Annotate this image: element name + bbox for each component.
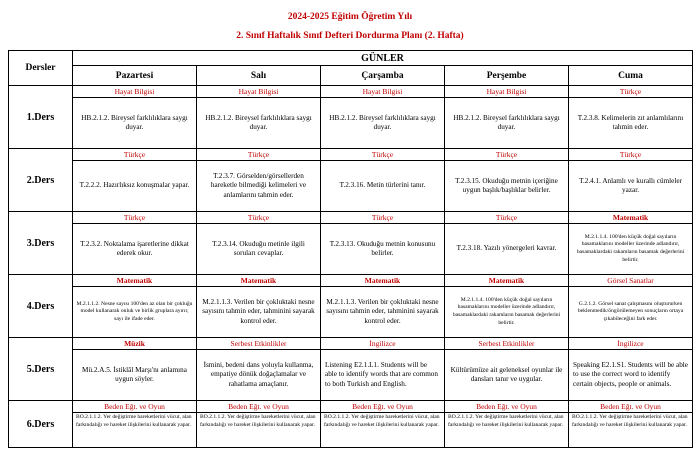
lesson-cell bbox=[197, 212, 321, 275]
lesson-objective: T.2.3.8. Kelimelerin zıt anlamlılarını tahmin eder. bbox=[577, 113, 684, 131]
document-title: 2024-2025 Eğitim Öğretim Yılı bbox=[287, 12, 413, 22]
lesson-cell bbox=[321, 86, 445, 149]
subject-name: Hayat Bilgisi bbox=[445, 86, 568, 98]
lesson-cell bbox=[73, 275, 197, 338]
lesson-cell bbox=[445, 149, 569, 212]
lesson-cell bbox=[321, 149, 445, 212]
lesson-cell bbox=[73, 86, 197, 149]
gunler-header: GÜNLER bbox=[73, 51, 693, 66]
period-label: 3.Ders bbox=[9, 212, 73, 275]
table-row bbox=[9, 338, 693, 401]
lesson-cell bbox=[321, 338, 445, 401]
lesson-objective: G.2.1.2. Görsel sanat çalışmasını oluştururken beklenmedik/öngörülemeyen sonuçların ortaya çıkabileceğini fark eder. bbox=[577, 300, 684, 322]
lesson-objective: BO.2.1.1.2. Yer değiştirme hareketlerini vücut, alan farkındalığı ve hareket ilişkilerini kullanarak yapar. bbox=[448, 414, 564, 428]
lesson-cell bbox=[197, 338, 321, 401]
lesson-objective: M.2.1.1.3. Verilen bir çokluktaki nesne sayısını tahmin eder, tahminini sayarak kontrol eder. bbox=[202, 297, 315, 325]
lesson-cell bbox=[197, 149, 321, 212]
subject-name: Müzik bbox=[73, 338, 196, 350]
subject-name: Serbest Etkinlikler bbox=[445, 338, 568, 350]
subject-name: İngilizce bbox=[321, 338, 444, 350]
subject-name: Hayat Bilgisi bbox=[197, 86, 320, 98]
subject-name: Türkçe bbox=[321, 149, 444, 161]
lesson-objective: BO.2.1.1.2. Yer değiştirme hareketlerini vücut, alan farkındalığı ve hareket ilişkilerini kullanarak yapar. bbox=[76, 414, 192, 428]
subject-name: Matematik bbox=[197, 275, 320, 287]
subject-name: Beden Eğt. ve Oyun bbox=[445, 401, 568, 413]
lesson-objective: T.2.3.2. Noktalama işaretlerine dikkat ederek okur. bbox=[80, 239, 189, 257]
subject-name: Beden Eğt. ve Oyun bbox=[569, 401, 692, 413]
lesson-objective: T.2.4.1. Anlamlı ve kurallı cümleler yazar. bbox=[579, 176, 682, 194]
subject-name: Matematik bbox=[569, 212, 692, 224]
lesson-cell bbox=[197, 86, 321, 149]
lesson-objective: M.2.1.1.4. 100'den küçük doğal sayıların basamaklarını modeller üzerinde adlandırır, basamaklardaki rakamların basamak değerlerini belirtir. bbox=[576, 233, 685, 263]
table-row bbox=[9, 275, 693, 338]
lesson-objective: T.2.3.7. Görselden/görsellerden hareketle bilmediği kelimeleri ve anlamlarını tahmin eder. bbox=[210, 171, 307, 199]
period-label: 6.Ders bbox=[9, 401, 73, 448]
subject-name: Türkçe bbox=[445, 149, 568, 161]
lesson-objective: HB.2.1.2. Bireysel farklılıklara saygı duyar. bbox=[81, 113, 188, 131]
dersler-header: Dersler bbox=[9, 51, 73, 86]
day-header-cuma: Cuma bbox=[569, 66, 693, 86]
document-subtitle: 2. Sınıf Haftalık Sınıf Defteri Dordurma Planı (2. Hafta) bbox=[236, 31, 464, 41]
plan-body bbox=[9, 86, 693, 448]
table-row bbox=[9, 212, 693, 275]
lesson-objective: M.2.1.1.2. Nesne sayısı 100'den az olan bir çokluğu model kullanarak onluk ve birlik gruplara ayırır, sayı ile ifade eder. bbox=[76, 300, 193, 322]
day-header-pazartesi: Pazartesi bbox=[73, 66, 197, 86]
subject-name: Matematik bbox=[321, 275, 444, 287]
lesson-cell bbox=[73, 401, 197, 448]
subject-name: Türkçe bbox=[197, 212, 320, 224]
lesson-objective: T.2.3.15. Okuduğu metnin içeriğine uygun başlık/başlıklar belirler. bbox=[455, 176, 558, 194]
subject-name: Matematik bbox=[73, 275, 196, 287]
lesson-objective: Speaking E2.1.S1. Students will be able to use the correct word to identify certain objects, people or animals. bbox=[573, 360, 688, 388]
lesson-cell bbox=[445, 401, 569, 448]
lesson-cell bbox=[445, 338, 569, 401]
lesson-objective: T.2.2.2. Hazırlıksız konuşmalar yapar. bbox=[79, 181, 190, 190]
table-row bbox=[9, 149, 693, 212]
day-header-sali: Salı bbox=[197, 66, 321, 86]
lesson-objective: Kültürümüze ait geleneksel oyunlar ile dansları tanır ve uygular. bbox=[450, 365, 563, 383]
table-row bbox=[9, 401, 693, 448]
lesson-objective: T.2.3.14. Okuduğu metinle ilgili soruları cevaplar. bbox=[212, 239, 305, 257]
day-header-persembe: Perşembe bbox=[445, 66, 569, 86]
subject-name: İngilizce bbox=[569, 338, 692, 350]
lesson-cell bbox=[569, 86, 693, 149]
lesson-cell bbox=[569, 275, 693, 338]
lesson-cell bbox=[73, 212, 197, 275]
lesson-objective: BO.2.1.1.2. Yer değiştirme hareketlerini vücut, alan farkındalığı ve hareket ilişkilerini kullanarak yapar. bbox=[324, 414, 440, 428]
subject-name: Beden Eğt. ve Oyun bbox=[321, 401, 444, 413]
subject-name: Hayat Bilgisi bbox=[321, 86, 444, 98]
lesson-cell bbox=[197, 275, 321, 338]
subject-name: Matematik bbox=[445, 275, 568, 287]
subject-name: Türkçe bbox=[569, 149, 692, 161]
lesson-cell bbox=[569, 338, 693, 401]
lesson-cell bbox=[445, 212, 569, 275]
subject-name: Beden Eğt. ve Oyun bbox=[73, 401, 196, 413]
lesson-cell bbox=[569, 212, 693, 275]
subject-name: Hayat Bilgisi bbox=[73, 86, 196, 98]
subject-name: Türkçe bbox=[197, 149, 320, 161]
period-label: 1.Ders bbox=[9, 86, 73, 149]
subject-name: Serbest Etkinlikler bbox=[197, 338, 320, 350]
subject-name: Görsel Sanatlar bbox=[569, 275, 692, 287]
lesson-objective: BO.2.1.1.2. Yer değiştirme hareketlerini vücut, alan farkındalığı ve hareket ilişkilerini kullanarak yapar. bbox=[572, 414, 688, 428]
lesson-cell bbox=[321, 212, 445, 275]
table-row bbox=[9, 86, 693, 149]
subject-name: Türkçe bbox=[445, 212, 568, 224]
lesson-objective: HB.2.1.2. Bireysel farklılıklara saygı duyar. bbox=[329, 113, 436, 131]
subject-name: Türkçe bbox=[321, 212, 444, 224]
lesson-objective: T.2.3.16. Metin türlerini tanır. bbox=[339, 181, 426, 190]
lesson-cell bbox=[569, 401, 693, 448]
period-label: 4.Ders bbox=[9, 275, 73, 338]
lesson-objective: Listening E2.1.L1. Students will be able to identify words that are common to both Turkish and English. bbox=[325, 360, 438, 388]
lesson-cell bbox=[73, 149, 197, 212]
lesson-objective: M.2.1.1.4. 100'den küçük doğal sayıların basamaklarını modeller üzerinde adlandırır, basamaklardaki rakamların basamak değerlerini belirtir. bbox=[452, 296, 561, 326]
lesson-objective: BO.2.1.1.2. Yer değiştirme hareketlerini vücut, alan farkındalığı ve hareket ilişkilerini kullanarak yapar. bbox=[200, 414, 316, 428]
subject-name: Türkçe bbox=[73, 212, 196, 224]
document-header bbox=[0, 0, 700, 43]
lesson-objective: T.2.3.13. Okuduğu metnin konusunu belirler. bbox=[329, 239, 436, 257]
period-label: 5.Ders bbox=[9, 338, 73, 401]
lesson-objective: M.2.1.1.3. Verilen bir çokluktaki nesne sayısını tahmin eder, tahminini sayarak kontrol eder. bbox=[326, 297, 439, 325]
subject-name: Beden Eğt. ve Oyun bbox=[197, 401, 320, 413]
lesson-objective: İsmini, bedeni dans yoluyla kullanma, empatiye dönük doğaçlamalar ve rahatlama amaçlanır. bbox=[203, 360, 314, 388]
lesson-objective: Mü.2.A.5. İstiklâl Marşı'nı anlamına uygun söyler. bbox=[82, 365, 187, 383]
lesson-cell bbox=[445, 275, 569, 338]
lesson-cell bbox=[197, 401, 321, 448]
subject-name: Türkçe bbox=[569, 86, 692, 98]
lesson-cell bbox=[321, 275, 445, 338]
period-label: 2.Ders bbox=[9, 149, 73, 212]
lesson-objective: HB.2.1.2. Bireysel farklılıklara saygı duyar. bbox=[453, 113, 560, 131]
day-header-carsamba: Çarşamba bbox=[321, 66, 445, 86]
lesson-objective: HB.2.1.2. Bireysel farklılıklara saygı duyar. bbox=[205, 113, 312, 131]
lesson-cell bbox=[73, 338, 197, 401]
lesson-cell bbox=[569, 149, 693, 212]
lesson-objective: T.2.3.18. Yazılı yönergeleri kavrar. bbox=[456, 244, 557, 253]
lesson-cell bbox=[445, 86, 569, 149]
lesson-cell bbox=[321, 401, 445, 448]
weekly-plan-table bbox=[8, 50, 693, 448]
subject-name: Türkçe bbox=[73, 149, 196, 161]
